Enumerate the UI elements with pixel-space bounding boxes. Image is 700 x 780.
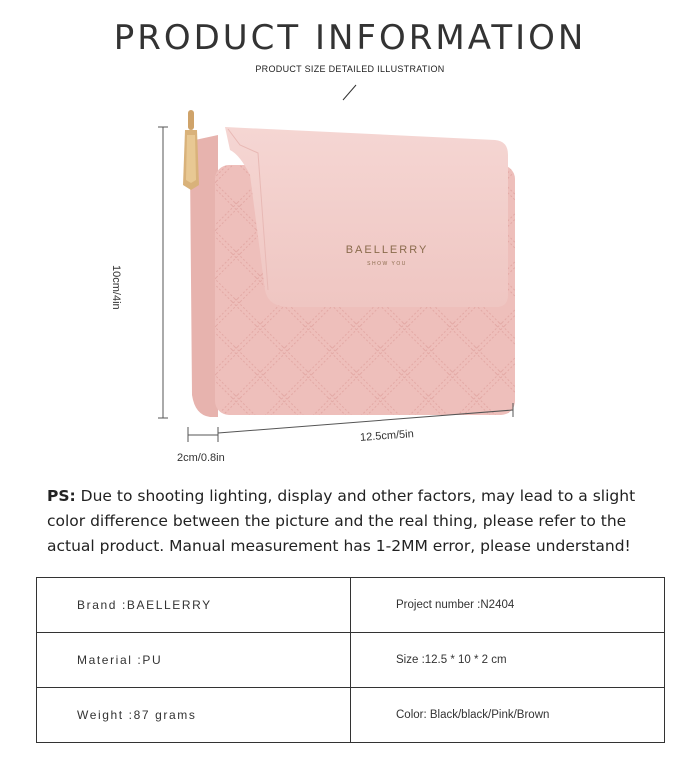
table-row xyxy=(37,688,665,743)
spec-color: Color: Black/black/Pink/Brown xyxy=(351,688,665,743)
brand-tagline: SHOW YOU xyxy=(367,261,407,267)
page-subtitle: PRODUCT SIZE DETAILED ILLUSTRATION xyxy=(255,64,445,74)
table-row xyxy=(37,633,665,688)
spec-table xyxy=(36,577,665,743)
note-text: Due to shooting lighting, display and other factors, may lead to a slight color difference between the picture and the real thing, please refer to the actual product. Manual measurement has 1-2MM error, please understand! xyxy=(47,487,636,555)
page-title: PRODUCT INFORMATION xyxy=(113,18,587,58)
table-row xyxy=(37,578,665,633)
brand-logo: BAELLERRY xyxy=(345,244,429,256)
spec-size: Size :12.5 * 10 * 2 cm xyxy=(351,633,665,688)
disclaimer-note xyxy=(47,484,667,559)
height-dimension-label: 10cm/4in xyxy=(110,265,122,310)
wallet-product-image xyxy=(140,105,540,465)
spec-brand: Brand :BAELLERRY xyxy=(37,578,351,633)
spec-material: Material :PU xyxy=(37,633,351,688)
spec-weight: Weight :87 grams xyxy=(37,688,351,743)
width-dimension-label: 12.5cm/5in xyxy=(359,428,415,444)
depth-dimension-label: 2cm/0.8in xyxy=(177,452,225,464)
slash-decoration xyxy=(340,82,360,102)
note-label: PS: xyxy=(47,487,76,505)
spec-project-number: Project number :N2404 xyxy=(351,578,665,633)
